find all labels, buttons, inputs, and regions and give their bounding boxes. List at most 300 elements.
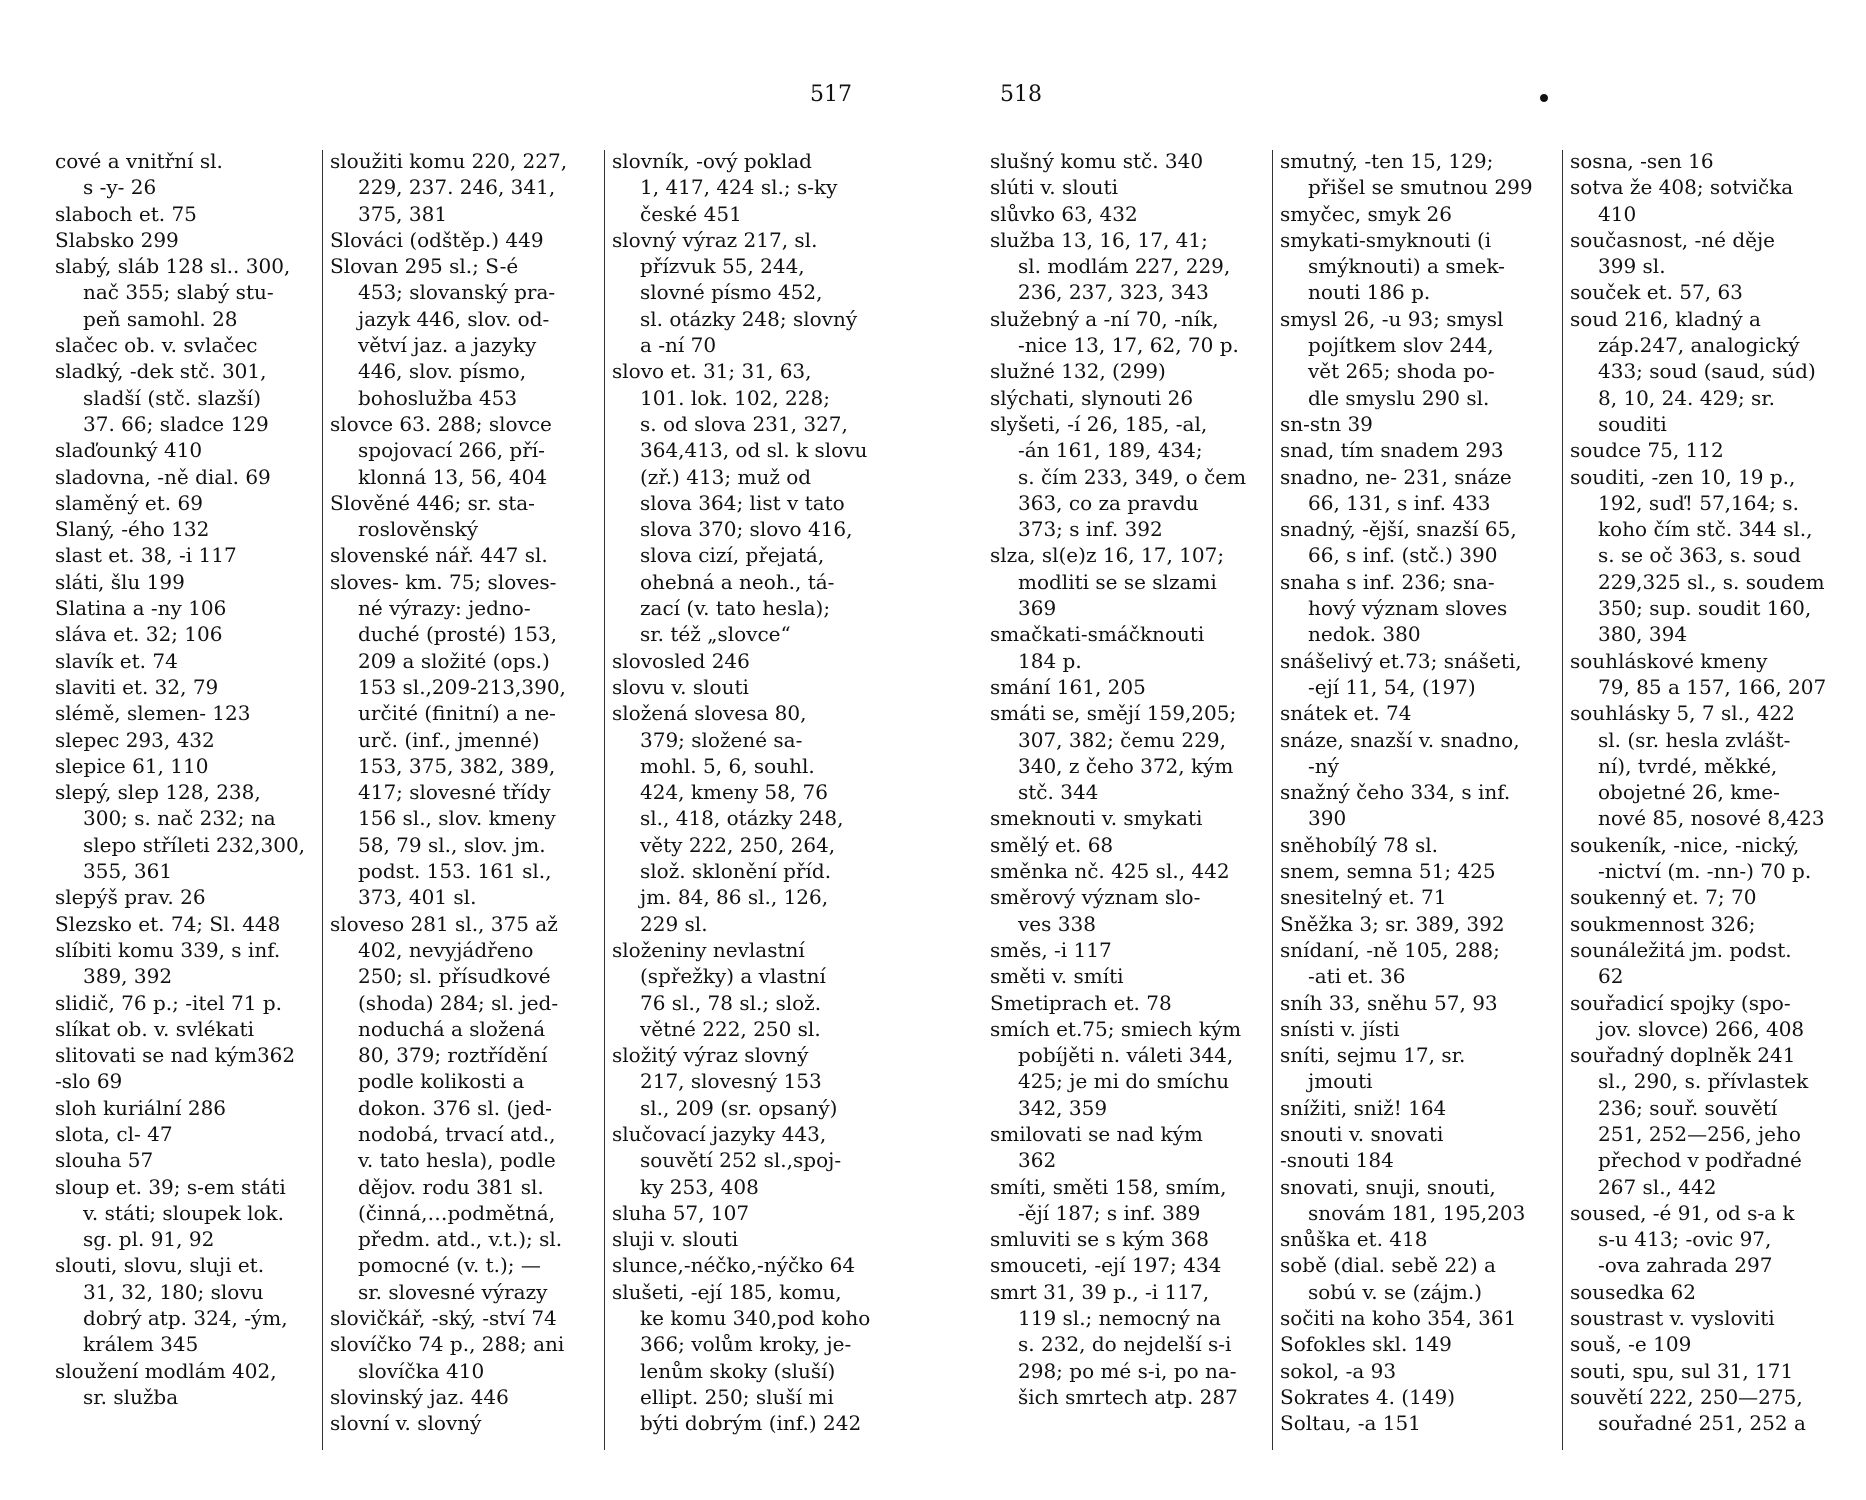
index-entry-continuation: sl. modlám 227, 229, [1018,254,1231,279]
index-entry: snůška et. 418 [1280,1227,1428,1252]
index-entry-continuation: 366; volům kroky, je- [640,1332,852,1357]
index-entry: soustrast v. vysloviti [1570,1306,1775,1331]
index-entry-continuation: s. 232, do nejdelší s-i [1018,1332,1232,1357]
index-entry-continuation: 417; slovesné třídy [358,780,551,805]
index-entry-continuation: 80, 379; roztřídění [358,1043,548,1068]
index-entry: soukenný et. 7; 70 [1570,885,1757,910]
index-entry: slavík et. 74 [55,648,178,673]
column-rule-4 [1272,150,1273,1450]
index-entry: smáti se, smějí 159,205; [990,701,1237,726]
index-entry: smělý et. 68 [990,832,1114,857]
index-entry: složitý výraz slovný [612,1043,809,1068]
index-entry: soused, -é 91, od s-a k [1570,1200,1795,1225]
index-entry-continuation: 425; je mi do smíchu [1018,1069,1230,1094]
index-entry: cové a vnitřní sl. [55,149,223,173]
index-entry: smrt 31, 39 p., -i 117, [990,1279,1210,1304]
index-entry-continuation: roslověnský [358,517,478,542]
index-entry-continuation: 192, suď! 57,164; s. [1598,490,1799,515]
index-entry-continuation: smýknouti) a smek- [1308,254,1505,279]
index-entry-continuation: snovám 181, 195,203 [1308,1200,1526,1225]
index-entry-continuation: 389, 392 [83,964,173,989]
index-entry: slepýš prav. 26 [55,885,206,910]
index-entry: slíkat ob. v. svlékati [55,1016,254,1041]
index-entry: soukeník, -nice, -nický, [1570,832,1800,857]
index-entry-continuation: 76 sl., 78 sl.; slož. [640,990,822,1015]
index-entry-continuation: jm. 84, 86 sl., 126, [640,885,829,910]
index-entry: slovo et. 31; 31, 63, [612,359,812,384]
index-entry-continuation: 375, 381 [358,201,448,226]
index-entry: smeknouti v. smykati [990,806,1203,831]
index-entry: slovičkář, -ský, -ství 74 [330,1306,557,1331]
index-entry-continuation: spojovací 266, pří- [358,438,545,463]
index-entry: slota, cl- 47 [55,1121,173,1146]
index-entry-continuation: mohl. 5, 6, souhl. [640,753,815,778]
index-entry-continuation: 236; souř. souvětí [1598,1095,1778,1120]
index-entry-continuation: větné 222, 250 sl. [640,1016,821,1041]
index-entry-continuation: slož. sklonění příd. [640,859,832,884]
index-entry: Slezsko et. 74; Sl. 448 [55,911,281,936]
index-entry-continuation: podst. 153. 161 sl., [358,859,552,884]
index-entry-continuation: 156 sl., slov. kmeny [358,806,556,831]
index-entry: sluha 57, 107 [612,1200,750,1225]
index-entry: souček et. 57, 63 [1570,280,1743,305]
index-entry-continuation: v. státi; sloupek lok. [83,1200,285,1225]
index-entry-continuation: -ný [1308,753,1339,778]
index-entry-continuation: 217, slovesný 153 [640,1069,822,1094]
index-entry: snášelivý et.73; snášeti, [1280,648,1522,673]
index-entry: snídaní, -ně 105, 288; [1280,937,1500,962]
index-entry-continuation: (shoda) 284; sl. jed- [358,990,559,1015]
index-entry-continuation: (spřežky) a vlastní [640,964,826,989]
index-entry-continuation: 373; s inf. 392 [1018,517,1163,542]
index-entry-continuation: s -y- 26 [83,175,157,200]
index-entry: služebný a -ní 70, -ník, [990,306,1219,331]
index-entry: sloves- km. 75; sloves- [330,569,557,594]
index-entry: snouti v. snovati [1280,1121,1444,1146]
index-entry: Slovan 295 sl.; S-é [330,254,519,279]
index-entry-continuation: slovíčka 410 [358,1358,485,1383]
index-entry: slémě, slemen- 123 [55,701,251,726]
index-entry-continuation: sr. služba [83,1384,179,1409]
index-entry: slovosled 246 [612,648,750,673]
index-entry-continuation: lenům skoky (sluší) [640,1358,836,1383]
index-entry: souhlásky 5, 7 sl., 422 [1570,701,1795,726]
index-entry: slúti v. slouti [990,175,1118,200]
index-entry: slíbiti komu 339, s inf. [55,937,281,962]
index-entry: snísti v. jísti [1280,1016,1400,1041]
index-entry-continuation: -ějí 187; s inf. 389 [1018,1200,1201,1225]
index-entry-continuation: nodobá, trvací atd., [358,1121,556,1146]
index-entry: slůvko 63, 432 [990,201,1138,226]
index-entry-continuation: nouti 186 p. [1308,280,1431,305]
index-entry: sloužení modlám 402, [55,1358,277,1383]
index-entry-continuation: 340, z čeho 372, kým [1018,753,1234,778]
index-entry-continuation: větví jaz. a jazyky [358,333,537,358]
index-entry-continuation: 363, co za pravdu [1018,490,1199,515]
index-entry: slovenské nář. 447 sl. [330,543,548,568]
index-entry-continuation: jov. slovce) 266, 408 [1598,1016,1805,1041]
index-entry-continuation: přišel se smutnou 299 [1308,175,1533,200]
index-entry: slovíčko 74 p., 288; ani [330,1332,565,1357]
index-column-2 [330,148,592,1468]
index-entry: sloh kuriální 286 [55,1095,227,1120]
index-entry-continuation: 153 sl.,209-213,390, [358,674,566,699]
index-entry-continuation: 402, nevyjádřeno [358,937,534,962]
index-entry-continuation: -án 161, 189, 434; [1018,438,1203,463]
index-entry: současnost, -né děje [1570,227,1776,252]
index-entry: směs, -i 117 [990,937,1112,962]
index-entry-continuation: sl., 418, otázky 248, [640,806,844,831]
index-entry-continuation: určité (finitní) a ne- [358,701,556,726]
index-entry: sloužiti komu 220, 227, [330,149,568,173]
index-entry-continuation: 66, s inf. (stč.) 390 [1308,543,1498,568]
index-entry-continuation: obojetné 26, kme- [1598,780,1780,805]
index-entry: Sofokles skl. 149 [1280,1332,1452,1357]
index-entry: sluji v. slouti [612,1227,739,1252]
index-entry-continuation: souřadné 251, 252 a [1598,1411,1806,1436]
index-entry: slaboch et. 75 [55,201,197,226]
index-entry-continuation: peň samohl. 28 [83,306,238,331]
index-entry: souš, -e 109 [1570,1332,1692,1357]
index-entry: sousedka 62 [1570,1279,1696,1304]
index-entry-continuation: 58, 79 sl., slov. jm. [358,832,546,857]
index-entry: směnka nč. 425 sl., 442 [990,859,1230,884]
index-entry-continuation: slova 364; list v tato [640,490,845,515]
index-entry: snátek et. 74 [1280,701,1412,726]
index-entry: směti v. smíti [990,964,1124,989]
index-entry-continuation: 119 sl.; nemocný na [1018,1306,1221,1331]
index-entry: sosna, -sen 16 [1570,149,1714,173]
index-entry: sloup et. 39; s-em státi [55,1174,286,1199]
index-entry: Slatina a -ny 106 [55,596,227,621]
column-rule-1 [322,150,323,1450]
index-entry-continuation: 399 sl. [1598,254,1666,279]
index-entry-continuation: -ejí 11, 54, (197) [1308,674,1476,699]
index-entry-continuation: 373, 401 sl. [358,885,477,910]
index-entry-continuation: 1, 417, 424 sl.; s-ky [640,175,838,200]
index-entry: sobě (dial. sebě 22) a [1280,1253,1496,1278]
index-entry-continuation: 229,325 sl., s. soudem [1598,569,1825,594]
index-entry: slovní v. slovný [330,1411,482,1436]
index-entry-continuation: 31, 32, 180; slovu [83,1279,264,1304]
index-entry-continuation: 250; sl. přísudkové [358,964,551,989]
index-entry-continuation: králem 345 [83,1332,199,1357]
index-entry: smání 161, 205 [990,674,1146,699]
index-column-5 [1280,148,1550,1468]
index-entry-continuation: slova cizí, přejatá, [640,543,825,568]
index-entry: smluviti se s kým 368 [990,1227,1209,1252]
index-entry: snesitelný et. 71 [1280,885,1447,910]
page-number-left: 517 [810,82,852,107]
column-rule-2 [604,150,605,1450]
index-entry: souti, spu, sul 31, 171 [1570,1358,1794,1383]
index-entry: snem, semna 51; 425 [1280,859,1496,884]
index-entry-continuation: koho čím stč. 344 sl., [1598,517,1813,542]
index-entry: Slabsko 299 [55,227,179,252]
index-entry: sloveso 281 sl., 375 až [330,911,558,936]
index-entry: slačec ob. v. svlačec [55,333,258,358]
index-entry-continuation: jazyk 446, slov. od- [358,306,550,331]
index-entry: slabý, sláb 128 sl.. 300, [55,254,291,279]
index-entry: snažný čeho 334, s inf. [1280,780,1511,805]
index-entry-continuation: české 451 [640,201,742,226]
index-entry: sníh 33, sněhu 57, 93 [1280,990,1498,1015]
index-entry: Soltau, -a 151 [1280,1411,1421,1436]
index-entry-continuation: a -ní 70 [640,333,717,358]
index-entry-continuation: ky 253, 408 [640,1174,759,1199]
index-entry: slunce,-néčko,-nýčko 64 [612,1253,856,1278]
index-entry-continuation: 350; sup. soudit 160, [1598,596,1812,621]
index-entry: -snouti 184 [1280,1148,1394,1173]
index-entry-continuation: 66, 131, s inf. 433 [1308,490,1491,515]
index-entry-continuation: vět 265; shoda po- [1308,359,1495,384]
index-entry: souditi, -zen 10, 19 p., [1570,464,1796,489]
index-entry: slouha 57 [55,1148,154,1173]
index-entry: slýchati, slynouti 26 [990,385,1194,410]
index-entry: Smetiprach et. 78 [990,990,1172,1015]
index-entry: složená slovesa 80, [612,701,807,726]
index-entry-continuation: pobíjěti n. váleti 344, [1018,1043,1234,1068]
index-entry-continuation: dle smyslu 290 sl. [1308,385,1490,410]
index-entry: služba 13, 16, 17, 41; [990,227,1208,252]
index-entry: slovce 63. 288; slovce [330,411,552,436]
index-entry: Sokrates 4. (149) [1280,1384,1456,1409]
index-entry: Sněžka 3; sr. 389, 392 [1280,911,1505,936]
index-entry-continuation: slova 370; slovo 416, [640,517,853,542]
index-entry-continuation: souditi [1598,411,1667,436]
index-entry-continuation: (zř.) 413; muž od [640,464,812,489]
index-entry-continuation: ohebná a neoh., tá- [640,569,835,594]
index-entry: souhláskové kmeny [1570,648,1768,673]
index-entry: snaha s inf. 236; sna- [1280,569,1495,594]
index-entry: smačkati-smáčknouti [990,622,1205,647]
index-entry: sotva že 408; sotvička [1570,175,1794,200]
index-entry-continuation: zací (v. tato hesla); [640,596,831,621]
index-entry-continuation: 433; soud (saud, súd) [1598,359,1816,384]
index-entry: slušeti, -ejí 185, komu, [612,1279,842,1304]
index-entry-continuation: přechod v podřadné [1598,1148,1802,1173]
index-entry-continuation: 446, slov. písmo, [358,359,527,384]
index-entry: služné 132, (299) [990,359,1166,384]
index-entry-continuation: 342, 359 [1018,1095,1108,1120]
index-entry: slyšeti, -í 26, 185, -al, [990,411,1208,436]
index-entry-continuation: věty 222, 250, 264, [640,832,836,857]
index-entry: souřadný doplněk 241 [1570,1043,1796,1068]
index-entry: smyčec, smyk 26 [1280,201,1452,226]
index-entry-continuation: 362 [1018,1148,1057,1173]
index-entry-continuation: ní), tvrdé, měkké, [1598,753,1778,778]
index-entry: sláva et. 32; 106 [55,622,223,647]
index-entry-continuation: 307, 382; čemu 229, [1018,727,1226,752]
index-entry: sočiti na koho 354, 361 [1280,1306,1517,1331]
index-entry-continuation: sladší (stč. slazší) [83,385,262,410]
index-entry-continuation: dokon. 376 sl. (jed- [358,1095,552,1120]
index-entry-continuation: sl., 209 (sr. opsaný) [640,1095,838,1120]
index-entry-continuation: -ati et. 36 [1308,964,1406,989]
index-entry-continuation: klonná 13, 56, 404 [358,464,548,489]
index-entry: slovu v. slouti [612,674,749,699]
index-entry-continuation: 379; složené sa- [640,727,803,752]
index-entry-continuation: ke komu 340,pod koho [640,1306,871,1331]
index-entry-continuation: 453; slovanský pra- [358,280,556,305]
index-entry: -slo 69 [55,1069,123,1094]
index-entry-continuation: pomocné (v. t.); — [358,1253,541,1278]
index-entry-continuation: 251, 252—256, jeho [1598,1121,1801,1146]
index-entry: smouceti, -ejí 197; 434 [990,1253,1222,1278]
index-entry-continuation: slepo stříleti 232,300, [83,832,306,857]
index-entry-continuation: nové 85, nosové 8,423 [1598,806,1825,831]
index-entry: slepý, slep 128, 238, [55,780,261,805]
index-entry: směrový význam slo- [990,885,1201,910]
index-entry: snovati, snuji, snouti, [1280,1174,1496,1199]
index-entry: snad, tím snadem 293 [1280,438,1504,463]
index-entry-continuation: záp.247, analogický [1598,333,1800,358]
index-entry: snáze, snazší v. snadno, [1280,727,1520,752]
index-entry: Slováci (odštěp.) 449 [330,227,544,252]
index-entry: smilovati se nad kým [990,1121,1203,1146]
index-entry-continuation: šich smrtech atp. 287 [1018,1384,1238,1409]
index-entry-continuation: jmouti [1308,1069,1373,1094]
index-entry-continuation: 184 p. [1018,648,1082,673]
index-entry: slza, sl(e)z 16, 17, 107; [990,543,1225,568]
index-entry-continuation: přízvuk 55, 244, [640,254,805,279]
index-column-1 [55,148,310,1468]
index-entry: souřadicí spojky (spo- [1570,990,1791,1015]
index-entry-continuation: v. tato hesla), podle [358,1148,556,1173]
index-entry-continuation: sr. slovesné výrazy [358,1279,548,1304]
index-entry: Slaný, -ého 132 [55,517,210,542]
index-entry-continuation: sg. pl. 91, 92 [83,1227,215,1252]
index-entry: slovinský jaz. 446 [330,1384,509,1409]
index-entry: sláti, šlu 199 [55,569,185,594]
index-column-3 [612,148,882,1468]
index-entry-continuation: pojítkem slov 244, [1308,333,1494,358]
index-entry-continuation: sl. (sr. hesla zvlášt- [1598,727,1791,752]
index-entry: slaďounký 410 [55,438,203,463]
index-entry: sokol, -a 93 [1280,1358,1397,1383]
index-entry: Slověné 446; sr. sta- [330,490,535,515]
index-entry-continuation: 424, kmeny 58, 76 [640,780,828,805]
index-entry: snadný, -ější, snazší 65, [1280,517,1517,542]
index-entry-continuation: 8, 10, 24. 429; sr. [1598,385,1776,410]
index-entry-continuation: býti dobrým (inf.) 242 [640,1411,862,1436]
index-entry: soud 216, kladný a [1570,306,1761,331]
index-entry: slušný komu stč. 340 [990,149,1204,173]
index-entry-continuation: 37. 66; sladce 129 [83,411,269,436]
index-entry-continuation: duché (prosté) 153, [358,622,557,647]
index-entry-continuation: sr. též „slovce“ [640,622,791,647]
index-entry: sn-stn 39 [1280,411,1373,436]
index-entry: slepec 293, 432 [55,727,215,752]
index-entry-continuation: předm. atd., v.t.); sl. [358,1227,563,1252]
index-entry-continuation: s. se oč 363, s. soud [1598,543,1801,568]
index-entry-continuation: modliti se se slzami [1018,569,1217,594]
index-entry: souvětí 222, 250—275, [1570,1384,1803,1409]
index-entry-continuation: 79, 85 a 157, 166, 207 [1598,674,1827,699]
index-entry-continuation: 153, 375, 382, 389, [358,753,556,778]
index-entry-continuation: souvětí 252 sl.,spoj- [640,1148,842,1173]
index-entry: smutný, -ten 15, 129; [1280,149,1494,173]
index-entry-continuation: sobú v. se (zájm.) [1308,1279,1483,1304]
index-column-6 [1570,148,1840,1468]
index-entry-continuation: nedok. 380 [1308,622,1421,647]
index-entry-continuation: 267 sl., 442 [1598,1174,1717,1199]
index-entry: soukmennost 326; [1570,911,1756,936]
index-entry-continuation: ves 338 [1018,911,1096,936]
index-entry-continuation: noduchá a složená [358,1016,546,1041]
index-entry-continuation: 229, 237. 246, 341, [358,175,556,200]
index-entry-continuation: 298; po mé s-i, po na- [1018,1358,1237,1383]
index-entry-continuation: 300; s. nač 232; na [83,806,276,831]
index-entry-continuation: urč. (inf., jmenné) [358,727,540,752]
index-entry: sladovna, -ně dial. 69 [55,464,271,489]
index-entry: snadno, ne- 231, snáze [1280,464,1512,489]
index-entry: slidič, 76 p.; -itel 71 p. [55,990,282,1015]
index-entry-continuation: -ova zahrada 297 [1598,1253,1773,1278]
index-entry: slaměný et. 69 [55,490,203,515]
index-entry-continuation: dobrý atp. 324, -ým, [83,1306,288,1331]
index-entry-continuation: podle kolikosti a [358,1069,525,1094]
column-rule-5 [1562,150,1563,1450]
index-entry-continuation: s. čím 233, 349, o čem [1018,464,1247,489]
index-entry-continuation: 355, 361 [83,859,173,884]
index-entry-continuation: s. od slova 231, 327, [640,411,848,436]
index-entry: smíti, směti 158, smím, [990,1174,1227,1199]
index-entry-continuation: slovné písmo 452, [640,280,823,305]
index-entry: slast et. 38, -i 117 [55,543,237,568]
index-entry: soudce 75, 112 [1570,438,1724,463]
index-entry-continuation: 62 [1598,964,1624,989]
index-entry-continuation: stč. 344 [1018,780,1099,805]
index-entry-continuation: sl., 290, s. přívlastek [1598,1069,1809,1094]
index-entry: slouti, slovu, sluji et. [55,1253,265,1278]
index-entry: smích et.75; smiech kým [990,1016,1242,1041]
index-entry-continuation: 364,413, od sl. k slovu [640,438,868,463]
index-entry-continuation: nač 355; slabý stu- [83,280,274,305]
index-entry-continuation: 101. lok. 102, 228; [640,385,830,410]
index-entry-continuation: 380, 394 [1598,622,1688,647]
index-entry-continuation: dějov. rodu 381 sl. [358,1174,544,1199]
index-entry: sladký, -dek stč. 301, [55,359,267,384]
index-entry: sněhobílý 78 sl. [1280,832,1438,857]
page-number-right: 518 [1000,82,1042,107]
index-entry-continuation: 229 sl. [640,911,708,936]
index-entry-continuation: -nice 13, 17, 62, 70 p. [1018,333,1239,358]
index-entry: složeniny nevlastní [612,937,805,962]
index-entry-continuation: sl. otázky 248; slovný [640,306,858,331]
index-entry-continuation: 369 [1018,596,1057,621]
index-entry: slaviti et. 32, 79 [55,674,219,699]
index-entry: slitovati se nad kým362 [55,1043,296,1068]
index-entry: slepice 61, 110 [55,753,209,778]
index-column-4 [990,148,1260,1468]
index-entry-continuation: hový význam sloves [1308,596,1508,621]
index-entry-continuation: 390 [1308,806,1347,831]
index-entry-continuation: 209 a složité (ops.) [358,648,550,673]
index-entry-continuation: 410 [1598,201,1637,226]
index-entry: slučovací jazyky 443, [612,1121,827,1146]
index-entry: smykati-smyknouti (i [1280,227,1492,252]
index-entry-continuation: 236, 237, 323, 343 [1018,280,1209,305]
index-entry: slovník, -ový poklad [612,149,812,173]
index-entry-continuation: bohoslužba 453 [358,385,518,410]
index-entry: sounáležitá jm. podst. [1570,937,1792,962]
ink-dot-mark [1540,94,1548,102]
index-entry-continuation: -nictví (m. -nn-) 70 p. [1598,859,1812,884]
index-entry-continuation: s-u 413; -ovic 97, [1598,1227,1772,1252]
index-entry: slovný výraz 217, sl. [612,227,818,252]
index-entry-continuation: (činná,…podmětná, [358,1200,556,1225]
